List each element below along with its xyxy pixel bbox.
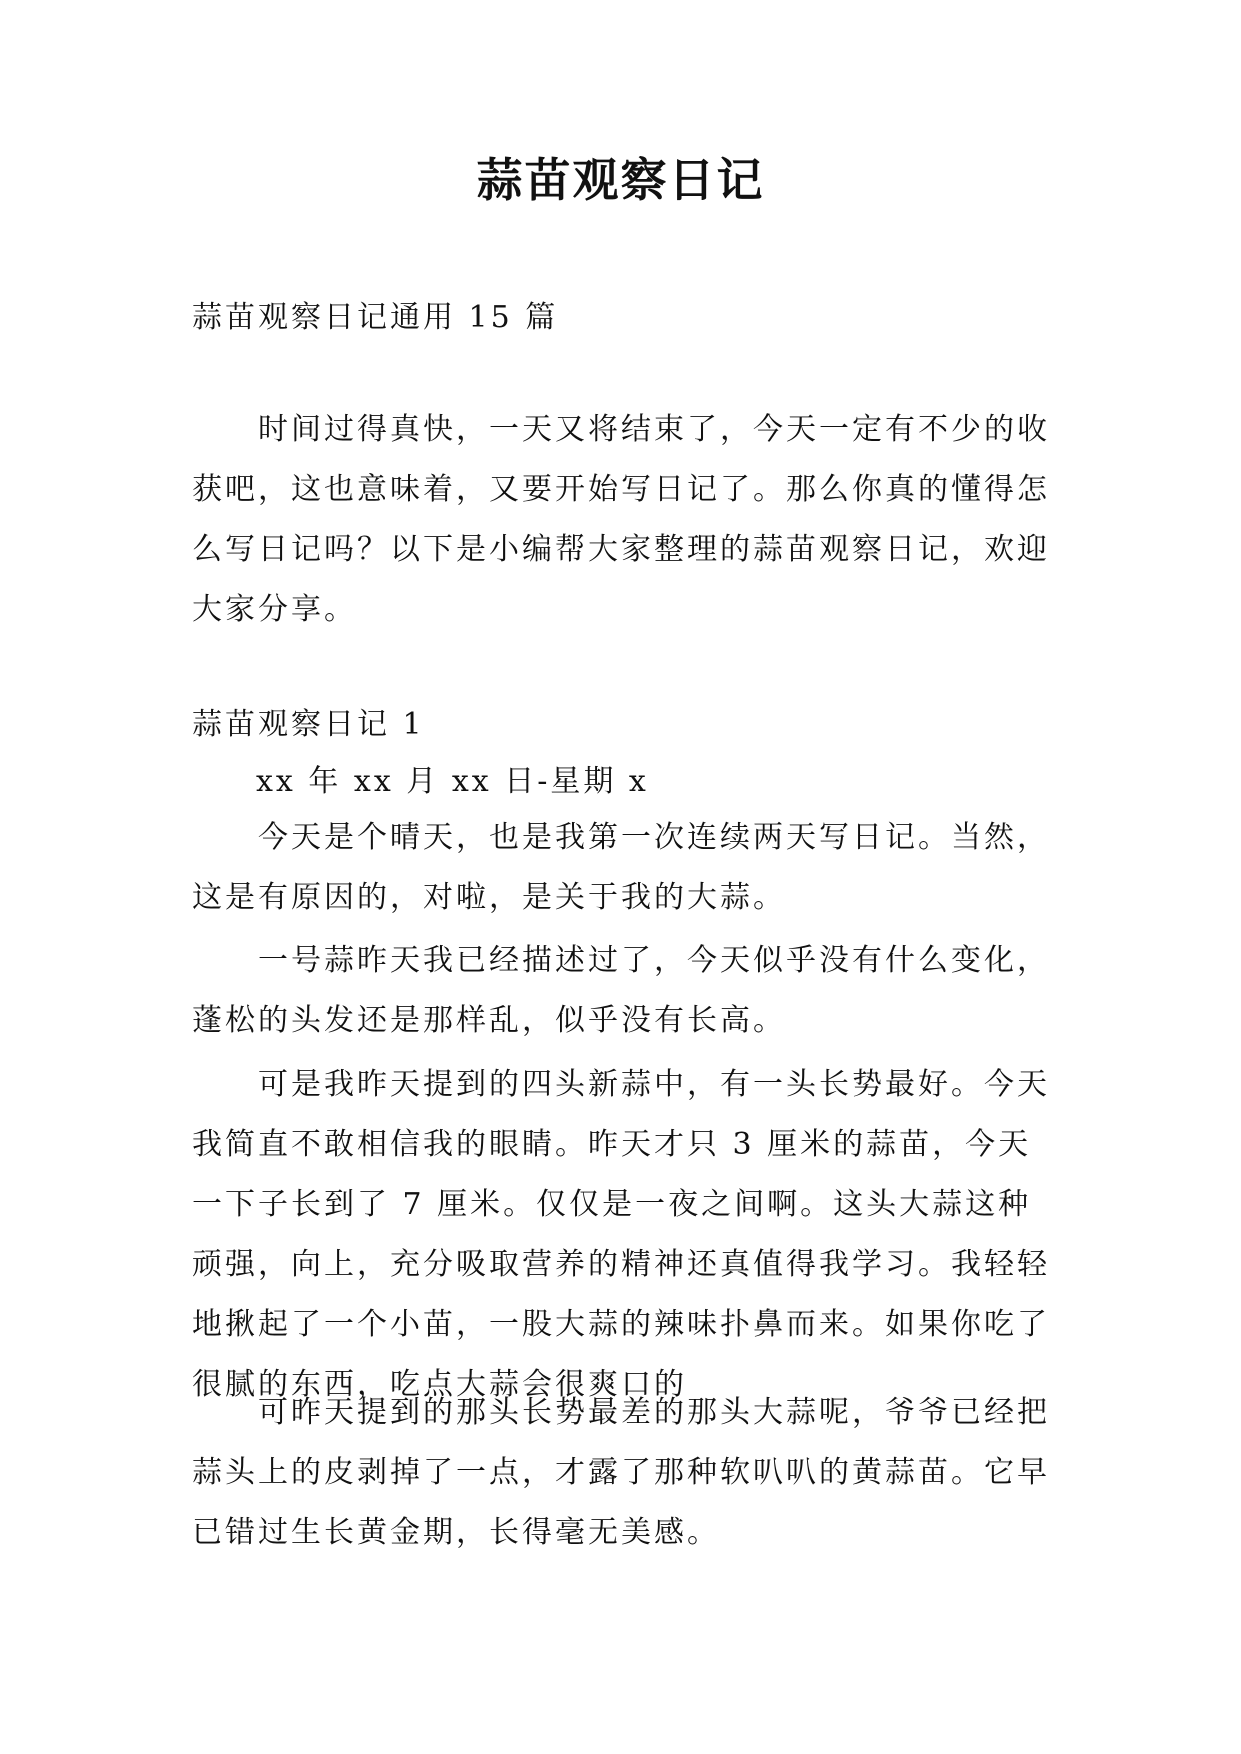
body-paragraph: 一号蒜昨天我已经描述过了，今天似乎没有什么变化，蓬松的头发还是那样乱，似乎没有长高。 <box>192 943 1050 1038</box>
document-subtitle: 蒜苗观察日记通用 15 篇 <box>192 300 559 335</box>
body-paragraph: 今天是个晴天，也是我第一次连续两天写日记。当然，这是有原因的，对啦，是关于我的大蒜。 <box>192 820 1050 915</box>
entry-heading: 蒜苗观察日记 1 <box>192 707 425 742</box>
body-paragraph: 可是我昨天提到的四头新蒜中，有一头长势最好。今天我简直不敢相信我的眼睛。昨天才只 3 厘米的蒜苗，今天一下子长到了 7 厘米。仅仅是一夜之间啊。这头大蒜这种顽强，向上，充分吸取营养的精神还真值得我学习。我轻轻地揪起了一个小苗，一股大蒜的辣味扑鼻而来。如果你吃了很腻的东西，吃点大蒜会很爽口的 <box>192 1067 1050 1402</box>
body-paragraph: 可昨天提到的那头长势最差的那头大蒜呢，爷爷已经把蒜头上的皮剥掉了一点，才露了那种软叭叭的黄蒜苗。它早已错过生长黄金期，长得毫无美感。 <box>192 1395 1050 1550</box>
document-title: 蒜苗观察日记 <box>476 153 765 207</box>
entry-date: xx 年 xx 月 xx 日-星期 x <box>256 764 649 799</box>
intro-paragraph: 时间过得真快，一天又将结束了，今天一定有不少的收获吧，这也意味着，又要开始写日记了。那么你真的懂得怎么写日记吗？以下是小编帮大家整理的蒜苗观察日记，欢迎大家分享。 <box>192 412 1050 627</box>
